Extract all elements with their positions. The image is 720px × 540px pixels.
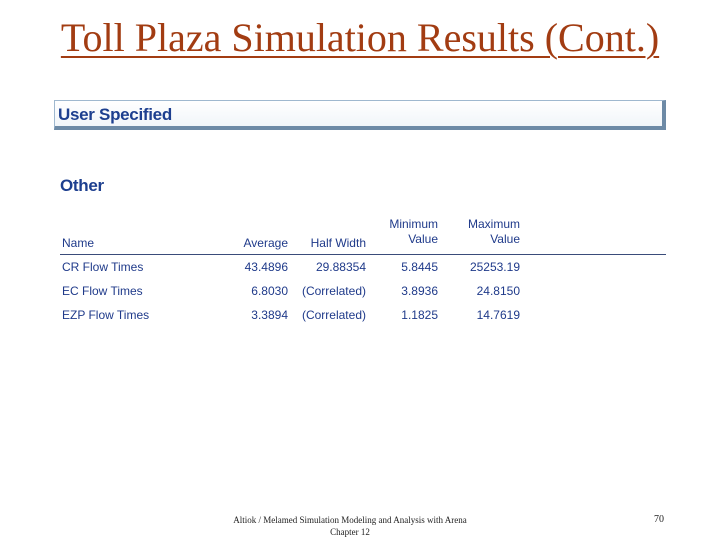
table-row	[54, 306, 674, 324]
row-half-width: 29.88354	[315, 260, 366, 274]
column-header-maximum	[454, 217, 520, 247]
column-header-minimum-line1: Minimum	[389, 217, 438, 231]
slide-title: Toll Plaza Simulation Results (Cont.)	[60, 15, 660, 60]
column-header-average: Average	[243, 236, 288, 250]
column-header-name: Name	[62, 236, 95, 250]
row-average: 3.3894	[251, 308, 288, 322]
table-row	[54, 282, 674, 300]
report-panel	[54, 100, 674, 340]
row-minimum: 5.8445	[401, 260, 438, 274]
row-maximum: 24.8150	[476, 284, 520, 298]
page-number: 70	[654, 514, 664, 525]
footer-citation	[200, 514, 500, 538]
section-title: User Specified	[58, 105, 172, 124]
footer-line-2: Chapter 12	[330, 527, 370, 537]
row-minimum: 1.1825	[401, 308, 438, 322]
row-name: EZP Flow Times	[62, 308, 150, 322]
row-name: EC Flow Times	[62, 284, 143, 298]
column-header-maximum-line1: Maximum	[467, 217, 520, 231]
header-divider	[60, 254, 666, 255]
table-row	[54, 258, 674, 276]
footer-line-1: Altiok / Melamed Simulation Modeling and Analysis with Arena	[233, 515, 467, 525]
section-header-user-specified	[54, 100, 666, 130]
row-minimum: 3.8936	[401, 284, 438, 298]
row-average: 43.4896	[244, 260, 288, 274]
subsection-title: Other	[60, 176, 104, 195]
column-header-maximum-line2: Value	[490, 232, 520, 246]
column-header-half-width: Half Width	[310, 236, 366, 250]
column-header-minimum	[374, 217, 438, 247]
column-header-minimum-line2: Value	[408, 232, 438, 246]
row-maximum: 14.7619	[476, 308, 520, 322]
row-maximum: 25253.19	[469, 260, 520, 274]
row-average: 6.8030	[251, 284, 288, 298]
row-half-width: (Correlated)	[301, 284, 366, 298]
row-name: CR Flow Times	[62, 260, 144, 274]
row-half-width: (Correlated)	[301, 308, 366, 322]
